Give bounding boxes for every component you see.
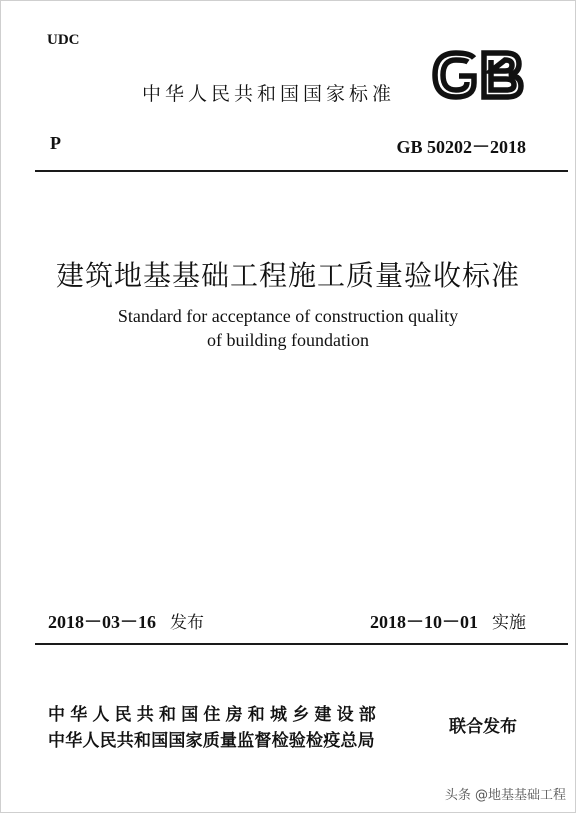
watermark: 头条 @地基基础工程	[444, 788, 566, 803]
issue-label: 发布	[170, 613, 204, 633]
issuer-quality-supervision: 中华人民共和国国家质量监督检验检疫总局	[48, 731, 375, 751]
standard-number: GB 50202－2018	[396, 137, 526, 157]
standard-title-english	[0, 304, 576, 352]
issuer-ministry-housing: 中华人民共和国住房和城乡建设部	[48, 705, 381, 725]
category-code: P	[50, 133, 61, 153]
national-standard-heading: 中华人民共和国国家标准	[142, 83, 396, 105]
gb-logo	[429, 48, 527, 102]
implement-date: 2018－10－01	[370, 612, 478, 632]
implement-label: 实施	[492, 613, 526, 633]
english-title-line2: of building foundation	[207, 330, 369, 350]
udc-label: UDC	[47, 32, 80, 48]
english-title-line1: Standard for acceptance of construction quality	[117, 306, 459, 326]
standard-title-chinese: 建筑地基基础工程施工质量验收标准	[55, 259, 520, 292]
top-divider	[35, 170, 568, 172]
issue-date: 2018－03－16	[48, 612, 156, 632]
joint-release-label: 联合发布	[449, 717, 517, 737]
bottom-divider	[35, 643, 568, 645]
implement-date-block	[370, 608, 526, 634]
issue-date-block	[48, 608, 204, 634]
